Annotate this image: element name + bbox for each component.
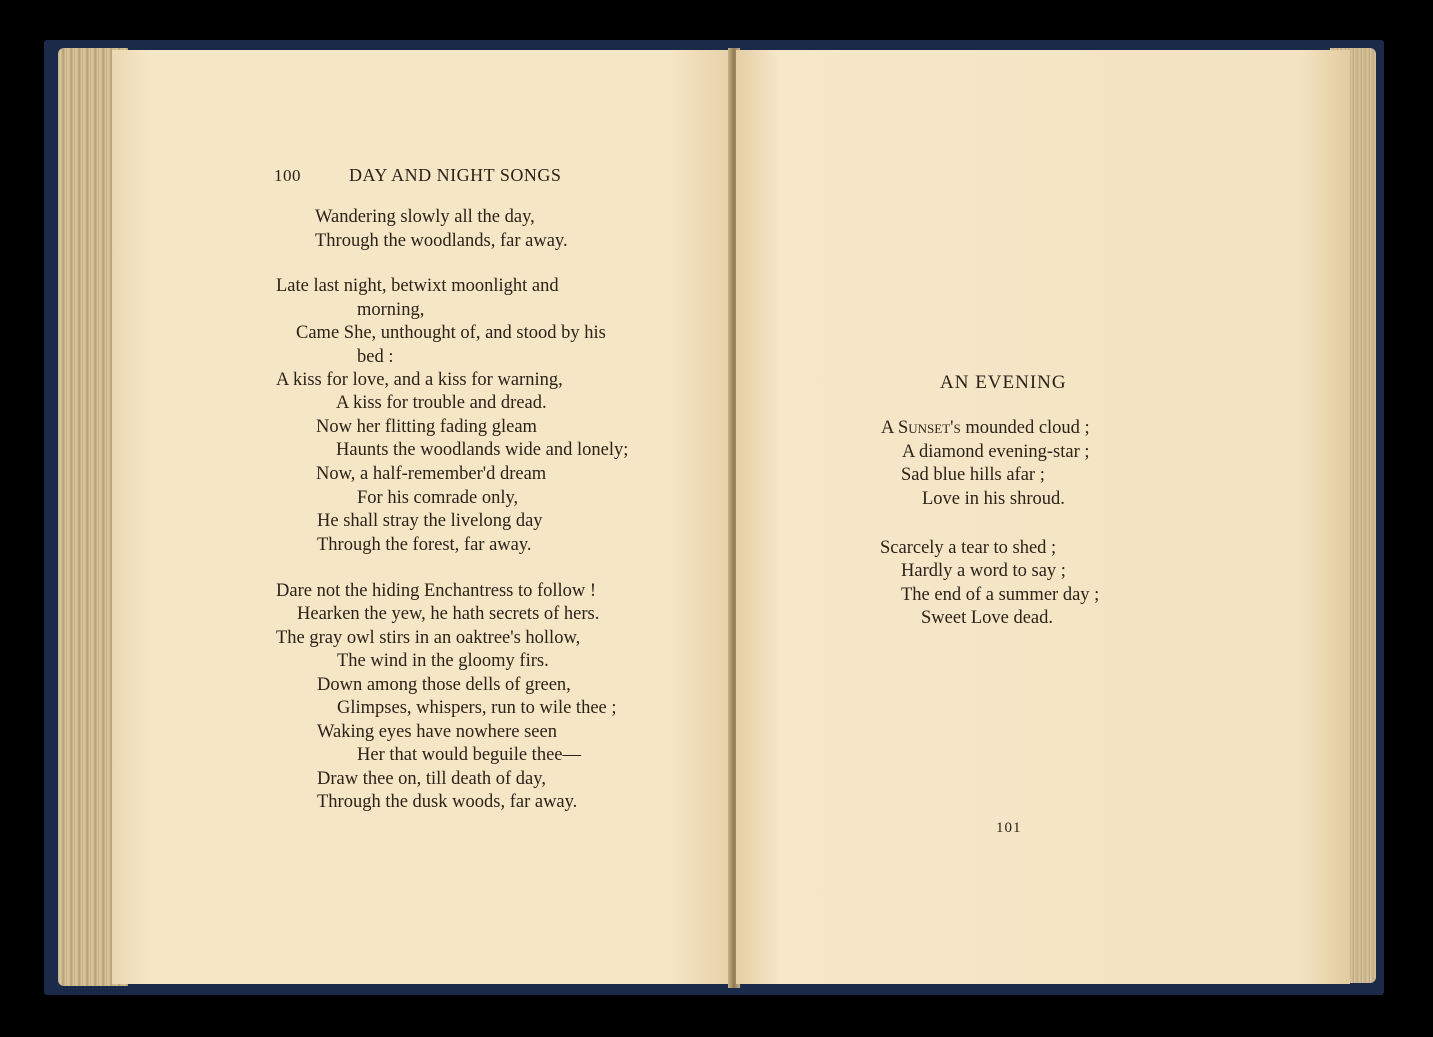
- poem-line: Late last night, betwixt moonlight and: [276, 276, 559, 296]
- poem-line: Hardly a word to say ;: [901, 561, 1066, 581]
- poem-line: Haunts the woodlands wide and lonely;: [336, 440, 629, 460]
- poem-line: A kiss for trouble and dread.: [336, 393, 547, 413]
- poem-line: The end of a summer day ;: [901, 585, 1100, 605]
- first-word-cap: A: [881, 418, 898, 438]
- poem-line: He shall stray the livelong day: [317, 511, 543, 531]
- running-head: [274, 165, 561, 186]
- poem-line: bed :: [357, 347, 394, 367]
- poem-line: Wandering slowly all the day,: [315, 207, 535, 227]
- poem-line: [881, 418, 1090, 439]
- poem-line: Draw thee on, till death of day,: [317, 769, 546, 789]
- poem-line: Love in his shroud.: [922, 489, 1065, 509]
- first-line-rest: mounded cloud ;: [960, 418, 1090, 438]
- poem-line: Came She, unthought of, and stood by his: [296, 323, 606, 343]
- poem-line: Now, a half-remember'd dream: [316, 464, 547, 484]
- poem-line: Waking eyes have nowhere seen: [317, 722, 557, 742]
- left-page: [112, 50, 732, 984]
- poem-line: A kiss for love, and a kiss for warning,: [276, 370, 563, 390]
- poem-line: A diamond evening-star ;: [902, 442, 1090, 462]
- poem-line: morning,: [357, 300, 425, 320]
- poem-line: Sad blue hills afar ;: [901, 465, 1045, 485]
- first-word-small-caps: Sunset's: [897, 418, 961, 438]
- poem-line: Hearken the yew, he hath secrets of hers.: [297, 604, 600, 624]
- poem-line: Down among those dells of green,: [317, 675, 571, 695]
- poem-line: The wind in the gloomy firs.: [337, 651, 549, 671]
- poem-line: Dare not the hiding Enchantress to follow !: [276, 581, 597, 601]
- right-page-number: 101: [996, 820, 1022, 836]
- poem-line: Glimpses, whispers, run to wile thee ;: [337, 698, 617, 718]
- poem-line: Her that would beguile thee—: [357, 745, 581, 765]
- right-page: [736, 50, 1350, 984]
- left-page-number: 100: [274, 166, 301, 185]
- poem-line: Now her flitting fading gleam: [316, 417, 537, 437]
- poem-line: Through the forest, far away.: [317, 535, 532, 555]
- poem-line: For his comrade only,: [357, 488, 519, 508]
- poem-line: Through the dusk woods, far away.: [317, 792, 578, 812]
- poem-title: AN EVENING: [940, 372, 1067, 393]
- running-head-title: DAY AND NIGHT SONGS: [349, 165, 562, 185]
- poem-line: Through the woodlands, far away.: [315, 231, 568, 251]
- poem-line: Sweet Love dead.: [921, 608, 1054, 628]
- poem-line: The gray owl stirs in an oaktree's hollow,: [276, 628, 581, 648]
- poem-line: Scarcely a tear to shed ;: [880, 538, 1057, 558]
